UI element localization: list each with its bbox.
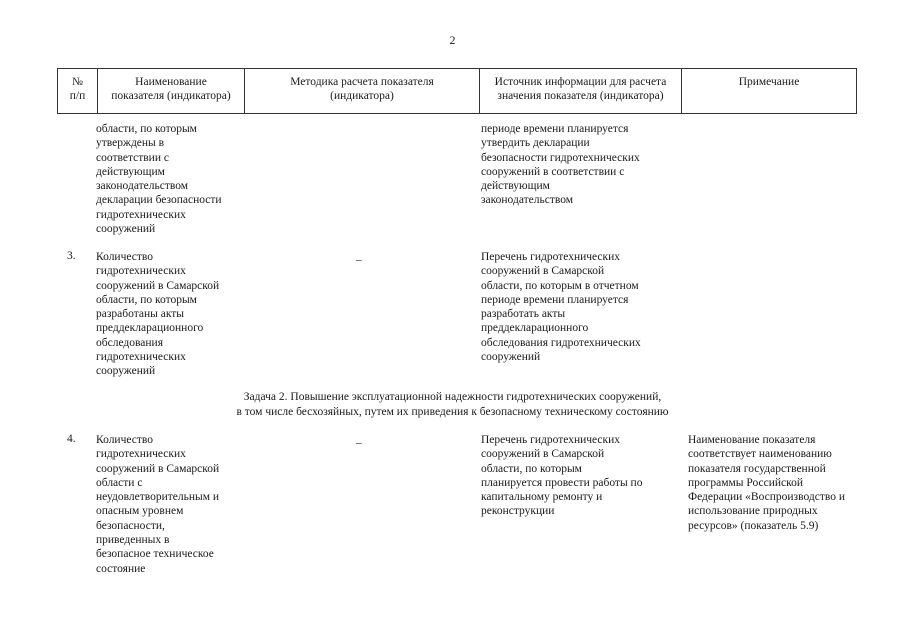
header-method: Методика расчета показателя (индикатора) (244, 69, 479, 113)
header-note: Примечание (681, 69, 856, 113)
row-4-method: _ (356, 433, 362, 445)
header-name: Наименование показателя (индикатора) (97, 69, 244, 113)
header-num: № п/п (69, 76, 86, 102)
row-3-number: 3. (67, 250, 76, 262)
row-cont-name: области, по которым утверждены в соответствии с действующим законодательством декларации безопасности гидротехнических сооружений (96, 123, 222, 236)
header-source: Источник информации для расчета значения показателя (индикатора) (479, 69, 681, 113)
row-cont-source: периоде времени планируется утвердить декларации безопасности гидротехнических сооружений в соответствии с действующим законодательством (481, 123, 640, 207)
row-4-source: Перечень гидротехнических сооружений в Самарской области, по которым планируется провести работы по капитальному ремонту и реконструкции (481, 434, 643, 518)
table-header (57, 68, 857, 114)
task2-line1: Задача 2. Повышение эксплуатационной надежности гидротехнических сооружений, (243, 391, 662, 403)
task2-line2: в том числе бесхозяйных, путем их приведения к безопасному техническому состоянию (236, 406, 669, 418)
row-4-note: Наименование показателя соответствует наименованию показателя государственной программы Российской Федерации «Воспроизводство и использование природных ресурсов» (показатель 5.9) (688, 434, 845, 532)
row-3-source: Перечень гидротехнических сооружений в Самарской области, по которым в отчетном периоде времени планируется разработать акты преддекларационного обследования гидротехнических сооружений (481, 251, 641, 364)
page-number: 2 (449, 33, 456, 47)
row-3-name: Количество гидротехнических сооружений в Самарской области, по которым разработаны акты преддекларационного обследования гидротехнических сооружений (96, 251, 220, 378)
row-3-method: _ (356, 250, 362, 262)
row-4-number: 4. (67, 433, 76, 445)
row-4-name: Количество гидротехнических сооружений в Самарской области с неудовлетворительным и опасным уровнем безопасности, приведенных в безопасное техническое состояние (96, 434, 220, 575)
